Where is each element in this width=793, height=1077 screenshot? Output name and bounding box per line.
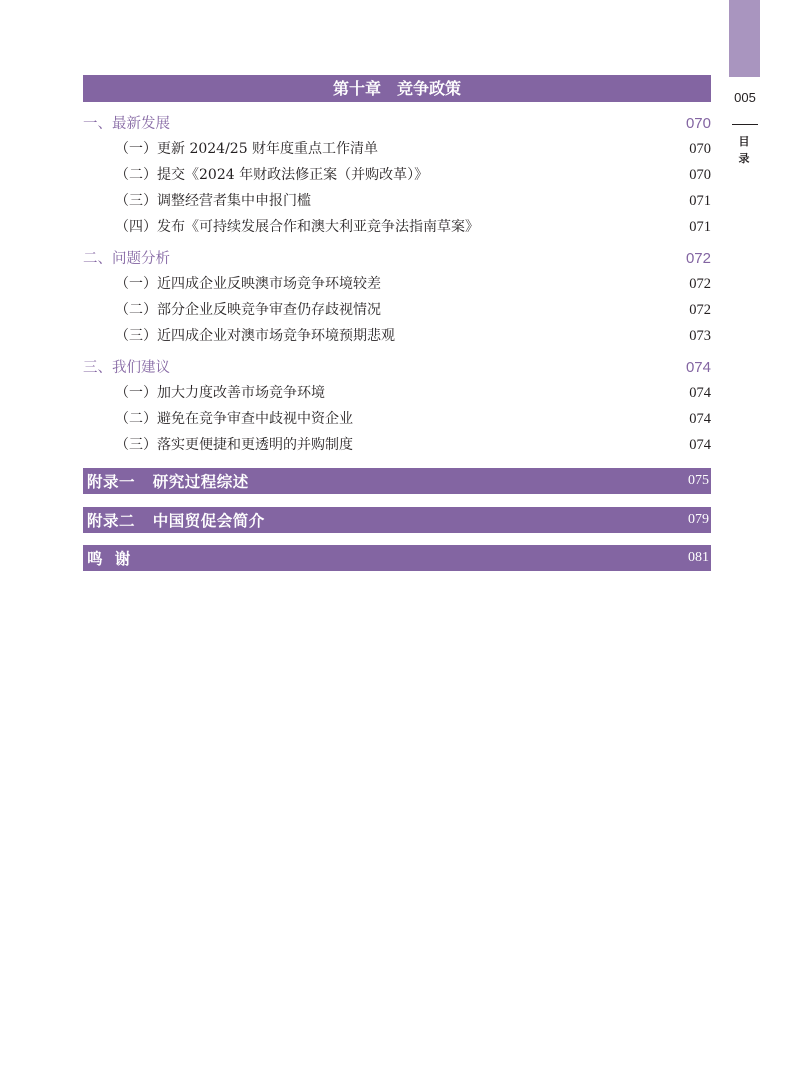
- toc-section: [83, 246, 711, 349]
- toc-item-page: 071: [689, 219, 711, 235]
- toc-section-heading[interactable]: [83, 355, 711, 380]
- toc-item-text: （一）加大力度改善市场竞争环境: [115, 385, 325, 401]
- toc-section: [83, 355, 711, 458]
- toc-item-text: （一）更新 2024/25 财年度重点工作清单: [115, 141, 379, 157]
- toc-item-page: 073: [689, 328, 711, 344]
- appendix-page: 079: [688, 512, 709, 527]
- toc-item[interactable]: [83, 432, 711, 458]
- toc-section: [83, 111, 711, 240]
- toc-item-text: （三）调整经营者集中申报门槛: [115, 193, 311, 209]
- toc-item[interactable]: [83, 271, 711, 297]
- toc-item[interactable]: [83, 188, 711, 214]
- table-of-contents: [83, 111, 711, 464]
- appendix-bar-research-overview[interactable]: [83, 468, 711, 494]
- chapter-number: 第十章: [332, 79, 381, 98]
- toc-item[interactable]: [83, 380, 711, 406]
- page-number: 005: [734, 90, 756, 105]
- toc-section-heading[interactable]: [83, 246, 711, 271]
- toc-item-text: （四）发布《可持续发展合作和澳大利亚竞争法指南草案》: [115, 219, 479, 235]
- section-page: 074: [685, 359, 711, 376]
- toc-item-text: （三）近四成企业对澳市场竞争环境预期悲观: [115, 328, 395, 344]
- appendix-title: 附录二 中国贸促会简介: [87, 512, 265, 530]
- toc-item-page: 072: [689, 276, 711, 292]
- toc-item-text: （三）落实更便捷和更透明的并购制度: [115, 437, 353, 453]
- chapter-header[interactable]: [83, 75, 711, 102]
- toc-item-page: 074: [689, 437, 711, 453]
- chapter-title: 竞争政策: [397, 79, 462, 98]
- side-section-label: [734, 133, 754, 167]
- side-tab-marker: [729, 0, 760, 77]
- toc-item-page: 072: [689, 302, 711, 318]
- appendix-title: 附录一 研究过程综述: [87, 473, 249, 491]
- appendix-title: 鸣 谢: [87, 550, 131, 568]
- section-title: 二、问题分析: [83, 251, 170, 267]
- toc-item[interactable]: [83, 214, 711, 240]
- section-title: 一、最新发展: [83, 116, 170, 132]
- toc-item[interactable]: [83, 162, 711, 188]
- toc-item-text: （一）近四成企业反映澳市场竞争环境较差: [115, 276, 381, 292]
- side-divider: [732, 124, 758, 125]
- toc-item-page: 074: [689, 411, 711, 427]
- side-label-char: 录: [738, 152, 750, 165]
- toc-item-text: （二）避免在竞争审查中歧视中资企业: [115, 411, 353, 427]
- side-label-char: 目: [738, 135, 750, 148]
- appendix-page: 075: [688, 473, 709, 488]
- toc-item-page: 070: [689, 167, 711, 183]
- toc-item-page: 074: [689, 385, 711, 401]
- toc-section-heading[interactable]: [83, 111, 711, 136]
- toc-item[interactable]: [83, 406, 711, 432]
- appendix-bar-ccpit-intro[interactable]: [83, 507, 711, 533]
- toc-item-text: （二）部分企业反映竞争审查仍存歧视情况: [115, 302, 381, 318]
- toc-item[interactable]: [83, 297, 711, 323]
- appendix-bar-acknowledgements[interactable]: [83, 545, 711, 571]
- toc-item-text: （二）提交《2024 年财政法修正案（并购改革）》: [115, 167, 429, 183]
- toc-item[interactable]: [83, 323, 711, 349]
- toc-item-page: 070: [689, 141, 711, 157]
- section-page: 070: [685, 115, 711, 132]
- section-title: 三、我们建议: [83, 360, 170, 376]
- toc-item-page: 071: [689, 193, 711, 209]
- toc-item[interactable]: [83, 136, 711, 162]
- section-page: 072: [685, 250, 711, 267]
- appendix-page: 081: [688, 550, 709, 565]
